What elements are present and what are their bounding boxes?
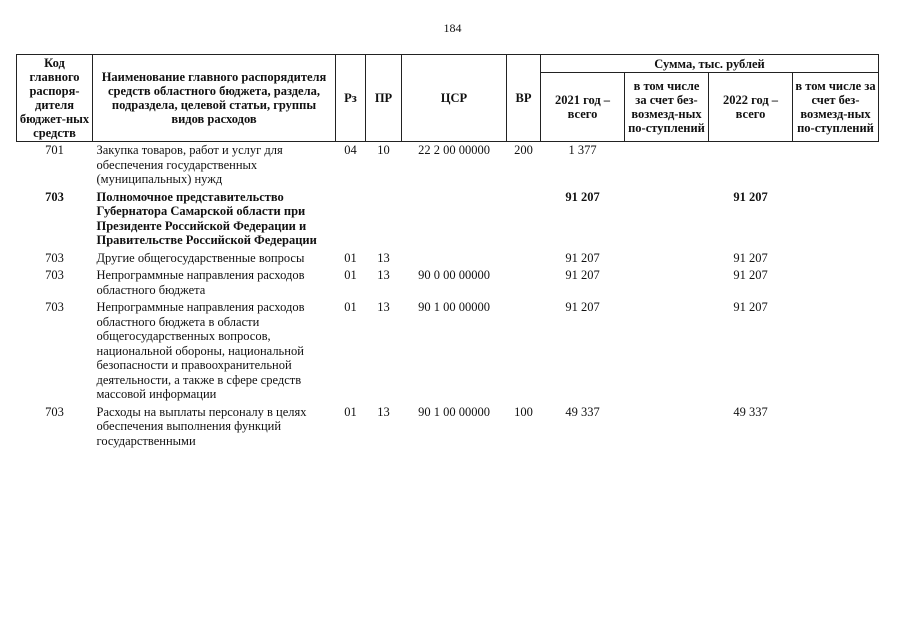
row-vr: 200: [514, 143, 533, 157]
row-free-2022: [793, 402, 879, 449]
row-sum-2022: 91 207: [733, 300, 768, 314]
table-row: [17, 402, 879, 449]
row-vr: [507, 265, 541, 297]
row-sum-2022: 91 207: [733, 189, 768, 204]
row-sum-2022: 49 337: [733, 404, 768, 419]
row-pr: 13: [377, 268, 390, 282]
row-sum-2021: 49 337: [565, 404, 600, 419]
row-rz: 01: [344, 404, 357, 419]
table-row: [17, 142, 879, 187]
row-pr: 13: [377, 250, 390, 265]
row-code: 701: [45, 143, 64, 157]
page-number: 184: [443, 21, 462, 35]
row-sum-2021: 91 207: [565, 268, 600, 282]
row-code: 703: [45, 300, 64, 314]
row-csr: 22 2 00 00000: [418, 143, 490, 157]
header-2022-total: 2022 год – всего: [709, 73, 793, 142]
row-sum-2021: 1 377: [568, 143, 597, 157]
row-free-2022: [793, 297, 879, 402]
row-vr: [507, 187, 541, 248]
row-vr: 100: [514, 404, 533, 419]
row-rz: 01: [344, 250, 357, 265]
budget-table: [16, 54, 879, 448]
row-csr: 90 0 00 00000: [418, 268, 490, 282]
row-free-2021: [625, 187, 709, 248]
header-csr: ЦСР: [402, 55, 507, 142]
row-free-2022: [793, 265, 879, 297]
table-row: [17, 297, 879, 402]
table-header: [17, 55, 879, 142]
table-row: [17, 248, 879, 266]
row-free-2021: [625, 142, 709, 187]
table-body: [17, 142, 879, 449]
row-sum-2021: 91 207: [565, 250, 600, 265]
row-code: 703: [45, 250, 64, 265]
row-rz: 01: [344, 300, 357, 314]
header-code: Код главного распоря-дителя бюджет-ных средств: [17, 55, 93, 142]
row-sum-2022: [709, 142, 793, 187]
row-free-2022: [793, 248, 879, 266]
row-name: Другие общегосударственные вопросы: [96, 250, 305, 265]
header-sum: Сумма, тыс. рублей: [541, 55, 879, 73]
row-free-2022: [793, 142, 879, 187]
row-csr: 90 1 00 00000: [418, 404, 490, 419]
header-pr: ПР: [366, 55, 402, 142]
row-name: Непрограммные направления расходов областного бюджета: [96, 268, 305, 297]
header-2021-free: в том числе за счет без-возмезд-ных по-ступлений: [625, 73, 709, 142]
row-rz: 04: [344, 143, 357, 157]
table-row: [17, 187, 879, 248]
row-pr: 13: [377, 404, 390, 419]
row-sum-2021: 91 207: [565, 189, 600, 204]
row-pr: [366, 187, 402, 248]
header-2021-total: 2021 год – всего: [541, 73, 625, 142]
row-name: Полномочное представительство Губернатора Самарской области при Президенте Российской Федерации и Правительстве Российской Федерации: [96, 189, 317, 247]
row-sum-2022: 91 207: [733, 268, 768, 282]
row-free-2021: [625, 248, 709, 266]
header-2022-free: в том числе за счет без-возмезд-ных по-ступлений: [793, 73, 879, 142]
row-sum-2021: 91 207: [565, 300, 600, 314]
table-row: [17, 265, 879, 297]
row-code: 703: [45, 268, 64, 282]
row-vr: [507, 248, 541, 266]
header-name: Наименование главного распорядителя средств областного бюджета, раздела, подраздела, целевой статьи, группы видов расходов: [93, 55, 336, 142]
row-pr: 10: [377, 143, 390, 157]
row-name: Непрограммные направления расходов областного бюджета в области общегосударственных вопросов, национальной обороны, национальной безопасности и правоохранительной деятельности, а также в сфере средств массовой информации: [96, 300, 305, 401]
row-pr: 13: [377, 300, 390, 314]
header-vr: ВР: [507, 55, 541, 142]
row-free-2022: [793, 187, 879, 248]
row-sum-2022: 91 207: [733, 250, 768, 265]
row-rz: [336, 187, 366, 248]
row-vr: [507, 297, 541, 402]
row-csr: 90 1 00 00000: [418, 300, 490, 314]
row-code: 703: [45, 189, 64, 204]
row-free-2021: [625, 297, 709, 402]
row-csr: [402, 187, 507, 248]
row-rz: 01: [344, 268, 357, 282]
row-name: Закупка товаров, работ и услуг для обеспечения государственных (муниципальных) нужд: [96, 143, 283, 186]
row-name: Расходы на выплаты персоналу в целях обеспечения выполнения функций государственными: [96, 404, 307, 448]
row-code: 703: [45, 404, 64, 419]
row-free-2021: [625, 402, 709, 449]
row-csr: [402, 248, 507, 266]
row-free-2021: [625, 265, 709, 297]
header-rz: Рз: [336, 55, 366, 142]
